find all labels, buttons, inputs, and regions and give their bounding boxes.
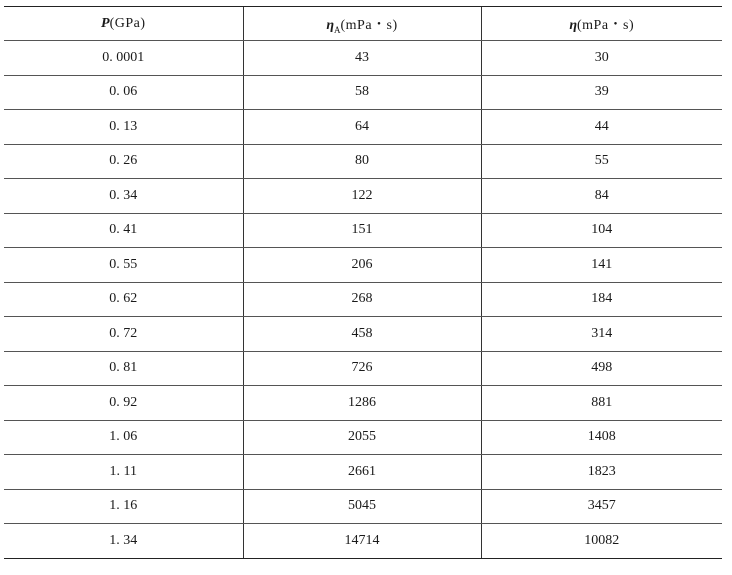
cell-pressure: 0. 13 (4, 110, 243, 145)
table-row (4, 420, 722, 455)
cell-pressure: 1. 11 (4, 455, 243, 490)
cell-eta: 141 (481, 248, 722, 283)
header-symbol: η (569, 17, 577, 33)
table-row (4, 317, 722, 352)
table-row (4, 524, 722, 559)
cell-pressure: 0. 41 (4, 213, 243, 248)
cell-eta: 1823 (481, 455, 722, 490)
cell-eta: 314 (481, 317, 722, 352)
cell-eta-a: 151 (243, 213, 481, 248)
header-unit: (GPa) (109, 15, 146, 31)
cell-eta: 55 (481, 144, 722, 179)
table-row (4, 455, 722, 490)
table-row (4, 213, 722, 248)
header-pressure (4, 7, 243, 41)
cell-eta-a: 726 (243, 351, 481, 386)
cell-pressure: 0. 06 (4, 75, 243, 110)
cell-eta-a: 64 (243, 110, 481, 145)
cell-eta: 84 (481, 179, 722, 214)
cell-eta: 44 (481, 110, 722, 145)
cell-eta-a: 206 (243, 248, 481, 283)
table-row (4, 489, 722, 524)
cell-pressure: 1. 34 (4, 524, 243, 559)
cell-eta: 104 (481, 213, 722, 248)
cell-pressure: 0. 34 (4, 179, 243, 214)
table-body (4, 41, 722, 559)
cell-pressure: 0. 0001 (4, 41, 243, 76)
cell-eta: 498 (481, 351, 722, 386)
table-row (4, 75, 722, 110)
table-row (4, 351, 722, 386)
cell-pressure: 0. 26 (4, 144, 243, 179)
cell-eta: 184 (481, 282, 722, 317)
cell-pressure: 0. 81 (4, 351, 243, 386)
table-row (4, 41, 722, 76)
cell-eta: 10082 (481, 524, 722, 559)
cell-eta-a: 122 (243, 179, 481, 214)
cell-pressure: 0. 72 (4, 317, 243, 352)
cell-pressure: 0. 62 (4, 282, 243, 317)
table-row (4, 144, 722, 179)
table-row (4, 282, 722, 317)
cell-eta-a: 80 (243, 144, 481, 179)
header-unit: (mPa・s) (340, 17, 398, 33)
cell-eta-a: 458 (243, 317, 481, 352)
table-row (4, 248, 722, 283)
cell-eta-a: 2055 (243, 420, 481, 455)
cell-pressure: 0. 55 (4, 248, 243, 283)
cell-eta-a: 2661 (243, 455, 481, 490)
cell-eta: 30 (481, 41, 722, 76)
header-symbol: P (101, 15, 110, 31)
cell-eta-a: 14714 (243, 524, 481, 559)
cell-pressure: 1. 06 (4, 420, 243, 455)
cell-pressure: 1. 16 (4, 489, 243, 524)
table-row (4, 179, 722, 214)
cell-eta: 39 (481, 75, 722, 110)
viscosity-pressure-table (4, 6, 722, 559)
table-row (4, 110, 722, 145)
cell-eta-a: 1286 (243, 386, 481, 421)
header-subscript: A (334, 24, 341, 35)
cell-pressure: 0. 92 (4, 386, 243, 421)
header-eta (481, 7, 722, 41)
cell-eta-a: 58 (243, 75, 481, 110)
header-symbol: η (326, 17, 334, 33)
cell-eta: 1408 (481, 420, 722, 455)
cell-eta-a: 268 (243, 282, 481, 317)
cell-eta: 3457 (481, 489, 722, 524)
header-row (4, 7, 722, 41)
cell-eta-a: 43 (243, 41, 481, 76)
header-unit: (mPa・s) (577, 17, 635, 33)
header-eta-a (243, 7, 481, 41)
cell-eta-a: 5045 (243, 489, 481, 524)
table-row (4, 386, 722, 421)
cell-eta: 881 (481, 386, 722, 421)
table-header (4, 7, 722, 41)
